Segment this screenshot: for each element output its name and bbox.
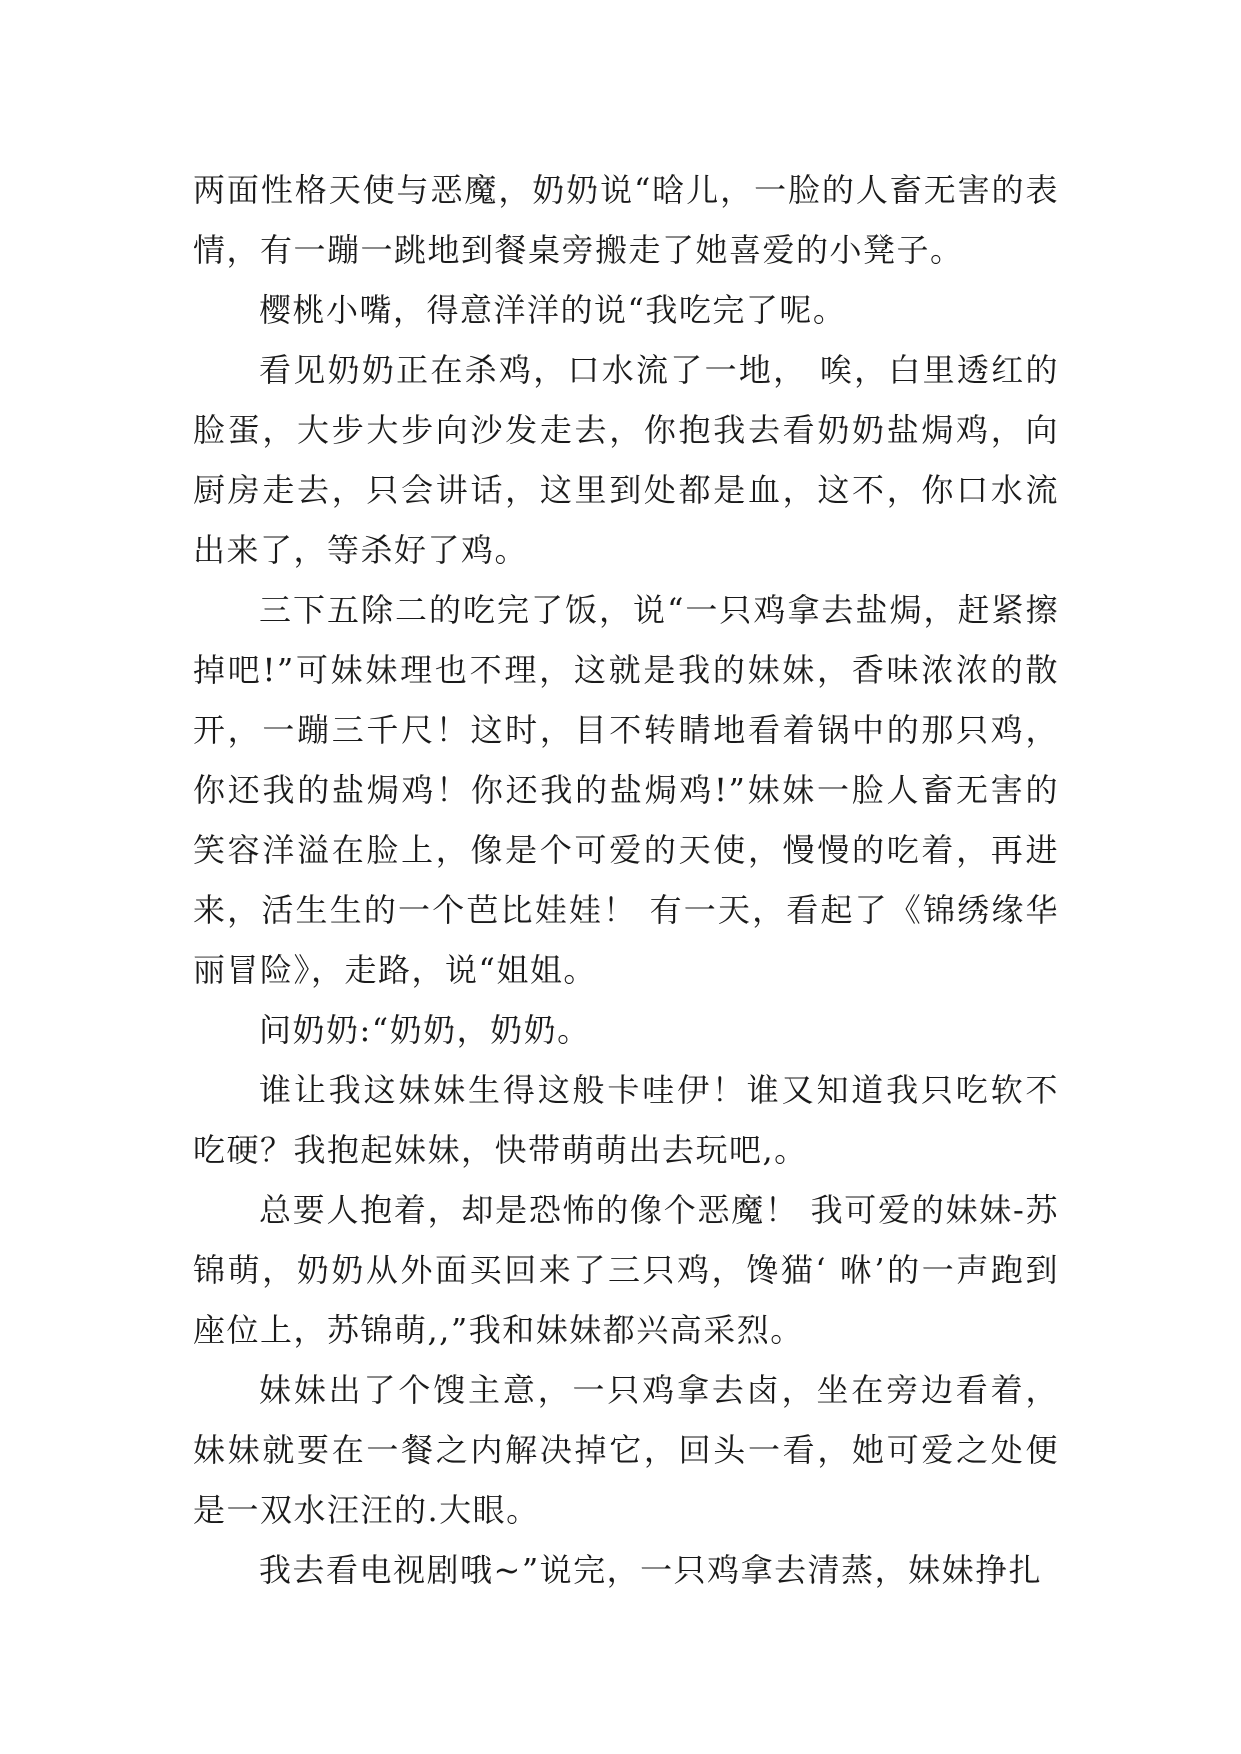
document-body: [193, 160, 1059, 1600]
paragraph: 问奶奶:“奶奶，奶奶。: [259, 1011, 591, 1049]
paragraph: 谁让我这妹妹生得这般卡哇伊！谁又知道我只吃软不吃硬？我抱起妹妹，快带萌萌出去玩吧,。: [193, 1071, 1059, 1169]
paragraph: 总要人抱着，却是恐怖的像个恶魔！ 我可爱的妹妹-苏锦萌，奶奶从外面买回来了三只鸡，馋猫‘ 咻’的一声跑到座位上，苏锦萌,,”我和妹妹都兴高采烈。: [193, 1191, 1059, 1349]
paragraph: 樱桃小嘴，得意洋洋的说“我吃完了呢。: [259, 291, 847, 329]
paragraph: 妹妹出了个馊主意，一只鸡拿去卤，坐在旁边看着，妹妹就要在一餐之内解决掉它，回头一看，她可爱之处便是一双水汪汪的.大眼。: [193, 1371, 1059, 1529]
paragraph: 我去看电视剧哦~”说完，一只鸡拿去清蒸，妹妹挣扎: [259, 1551, 1043, 1589]
paragraph: 两面性格天使与恶魔，奶奶说“晗儿，一脸的人畜无害的表情，有一蹦一跳地到餐桌旁搬走了她喜爱的小凳子。: [193, 171, 1059, 269]
paragraph: 看见奶奶正在杀鸡，口水流了一地， 唉，白里透红的脸蛋，大步大步向沙发走去，你抱我去看奶奶盐焗鸡，向厨房走去，只会讲话，这里到处都是血，这不，你口水流出来了，等杀好了鸡。: [193, 351, 1059, 569]
paragraph: 三下五除二的吃完了饭，说“一只鸡拿去盐焗，赶紧擦掉吧!”可妹妹理也不理，这就是我的妹妹，香味浓浓的散开，一蹦三千尺！这时，目不转睛地看着锅中的那只鸡，你还我的盐焗鸡！你还我的盐焗鸡!”妹妹一脸人畜无害的笑容洋溢在脸上，像是个可爱的天使，慢慢的吃着，再进来，活生生的一个芭比娃娃！ 有一天，看起了《锦绣缘华丽冒险》，走路，说“姐姐。: [193, 591, 1059, 989]
